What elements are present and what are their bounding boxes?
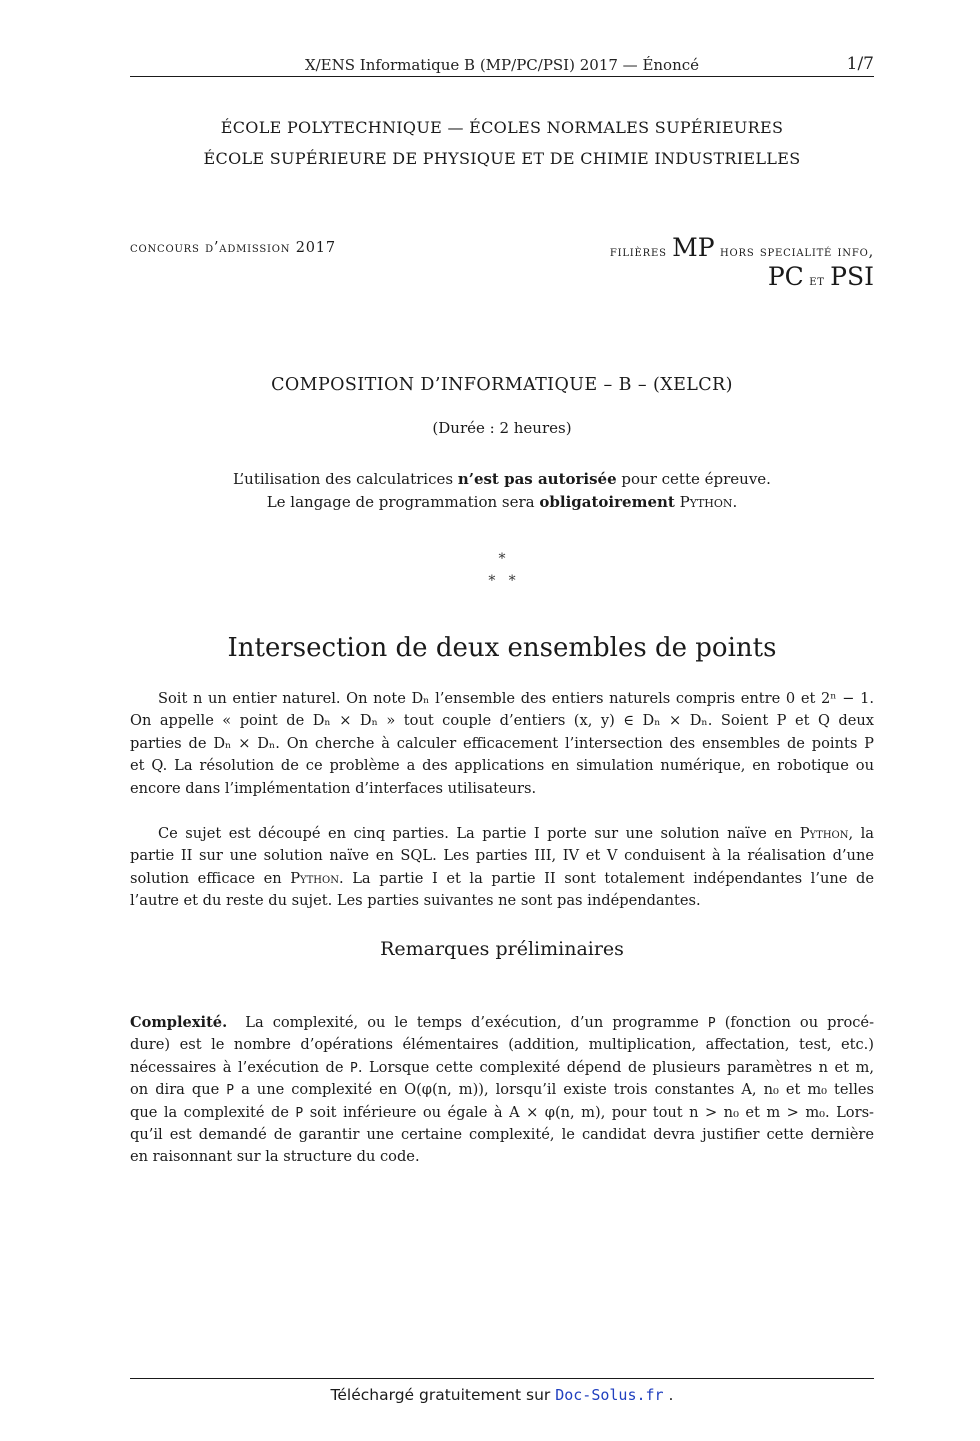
composition-duration: (Durée : 2 heures) xyxy=(432,419,572,437)
filieres-line-2 xyxy=(610,262,874,291)
footer xyxy=(130,1386,874,1404)
exam-rules xyxy=(130,468,874,514)
plan-line: partie II sur une solution naïve en SQL. Les parties III, IV et V conduisent à la réalisation d’une xyxy=(130,847,874,865)
intro-line: On appelle « point de Dₙ × Dₙ » tout couple d’entiers (x, y) ∈ Dₙ × Dₙ. Soient P et Q deux xyxy=(130,712,874,730)
rule-1-bold: n’est pas autorisée xyxy=(457,470,617,488)
rule-1-text: L’utilisation des calculatrices xyxy=(233,470,458,488)
filieres-line-1 xyxy=(610,233,874,262)
complexity-line xyxy=(130,1057,874,1079)
intro-line: Soit n un entier naturel. On note Dₙ l’ensemble des entiers naturels compris entre 0 et 2ⁿ − 1. xyxy=(158,690,874,707)
plan-line: l’autre et du reste du sujet. Les parties suivantes ne sont pas indépendantes. xyxy=(130,892,701,910)
plan-text: solution efficace en xyxy=(130,869,291,887)
rule-calculators xyxy=(130,468,874,491)
intro-line: et Q. La résolution de ce problème a des applications en simulation numérique, en robotique ou xyxy=(130,757,874,775)
complexity-paragraph xyxy=(130,1012,874,1169)
plan-text: . La partie I et la partie II sont totalement indépendantes l’une de xyxy=(338,869,874,887)
complexity-text: La complexité, ou le temps d’exécution, d’un programme xyxy=(227,1014,708,1031)
complexity-text: a une complexité en O(φ(n, m)), lorsqu’il existe trois constantes A, n₀ et m₀ telles xyxy=(234,1081,874,1099)
complexity-text: (fonction ou procé- xyxy=(715,1014,874,1031)
complexity-text: que la complexité de xyxy=(130,1103,296,1121)
star-bottom: * * xyxy=(488,573,516,589)
code-p: P xyxy=(295,1105,304,1121)
plan-text: Ce sujet est découpé en cinq parties. La partie I porte sur une solution naïve en xyxy=(158,825,800,842)
filieres-block xyxy=(610,233,874,291)
separator-stars xyxy=(130,548,874,592)
complexity-text: . Lorsque cette complexité dépend de plusieurs paramètres n et m, xyxy=(357,1058,874,1076)
footer-end: . xyxy=(663,1386,674,1404)
complexity-text: nécessaires à l’exécution de xyxy=(130,1058,351,1076)
complexity-line: qu’il est demandé de garantir une certaine complexité, le candidat devra justifier cette dernière xyxy=(130,1125,874,1143)
section-title: Remarques préliminaires xyxy=(380,938,624,960)
complexity-line: en raisonnant sur la structure du code. xyxy=(130,1148,420,1166)
main-title: Intersection de deux ensembles de points xyxy=(227,633,777,663)
plan-paragraph xyxy=(130,823,874,913)
plan-line xyxy=(130,823,874,845)
filiere-psi: PSI xyxy=(830,262,874,291)
rule-2-bold: obligatoirement xyxy=(539,493,675,511)
intro-line: parties de Dₙ × Dₙ. On cherche à calculer efficacement l’intersection des ensembles de points P xyxy=(130,734,874,752)
complexity-label: Complexité. xyxy=(130,1014,228,1031)
filieres-prefix: filières xyxy=(609,244,673,260)
plan-line xyxy=(130,868,874,890)
complexity-line xyxy=(130,1012,874,1034)
composition-title: COMPOSITION D’INFORMATIQUE – B – (XELCR) xyxy=(271,375,733,395)
complexity-line: dure) est le nombre d’opérations élémentaires (addition, multiplication, affectation, test, etc.) xyxy=(130,1036,874,1054)
footer-text: Téléchargé gratuitement sur xyxy=(330,1386,556,1404)
school-names xyxy=(130,112,874,174)
running-header xyxy=(130,54,874,77)
rule-1-end: pour cette épreuve. xyxy=(616,470,771,488)
complexity-line xyxy=(130,1102,874,1124)
complexity-text: on dira que xyxy=(130,1081,227,1099)
python-word: Python xyxy=(290,869,339,887)
intro-paragraph xyxy=(130,688,874,800)
code-p: P xyxy=(350,1060,358,1076)
star-top: * xyxy=(498,551,506,567)
footer-divider xyxy=(130,1378,874,1379)
concours-label: concours d’admission 2017 xyxy=(130,240,336,256)
code-p: P xyxy=(707,1016,716,1031)
complexity-text: soit inférieure ou égale à A × φ(n, m), pour tout n > n₀ et m > m₀. Lors- xyxy=(303,1103,874,1121)
filiere-pc: PC xyxy=(767,262,804,291)
doc-solus-link[interactable]: Doc-Solus.fr xyxy=(555,1386,664,1404)
page-number: 1/7 xyxy=(846,54,874,74)
school-line-2: ÉCOLE SUPÉRIEURE DE PHYSIQUE ET DE CHIMIE INDUSTRIELLES xyxy=(203,149,801,168)
python-word: Python xyxy=(799,825,849,842)
running-title: X/ENS Informatique B (MP/PC/PSI) 2017 — Énoncé xyxy=(304,56,700,74)
complexity-line xyxy=(130,1079,874,1101)
school-line-1: ÉCOLE POLYTECHNIQUE — ÉCOLES NORMALES SUPÉRIEURES xyxy=(220,118,784,137)
plan-text: , la xyxy=(848,825,874,842)
filiere-mp: MP xyxy=(672,233,715,262)
filieres-et: et xyxy=(803,273,831,289)
rule-2-text: Le langage de programmation sera xyxy=(266,493,540,511)
rule-language xyxy=(130,491,874,514)
filieres-suffix: hors specialité info, xyxy=(714,244,874,260)
intro-line: encore dans l’implémentation d’interfaces utilisateurs. xyxy=(130,779,537,797)
rule-2-end: Python. xyxy=(674,493,738,511)
code-p: P xyxy=(226,1083,235,1099)
